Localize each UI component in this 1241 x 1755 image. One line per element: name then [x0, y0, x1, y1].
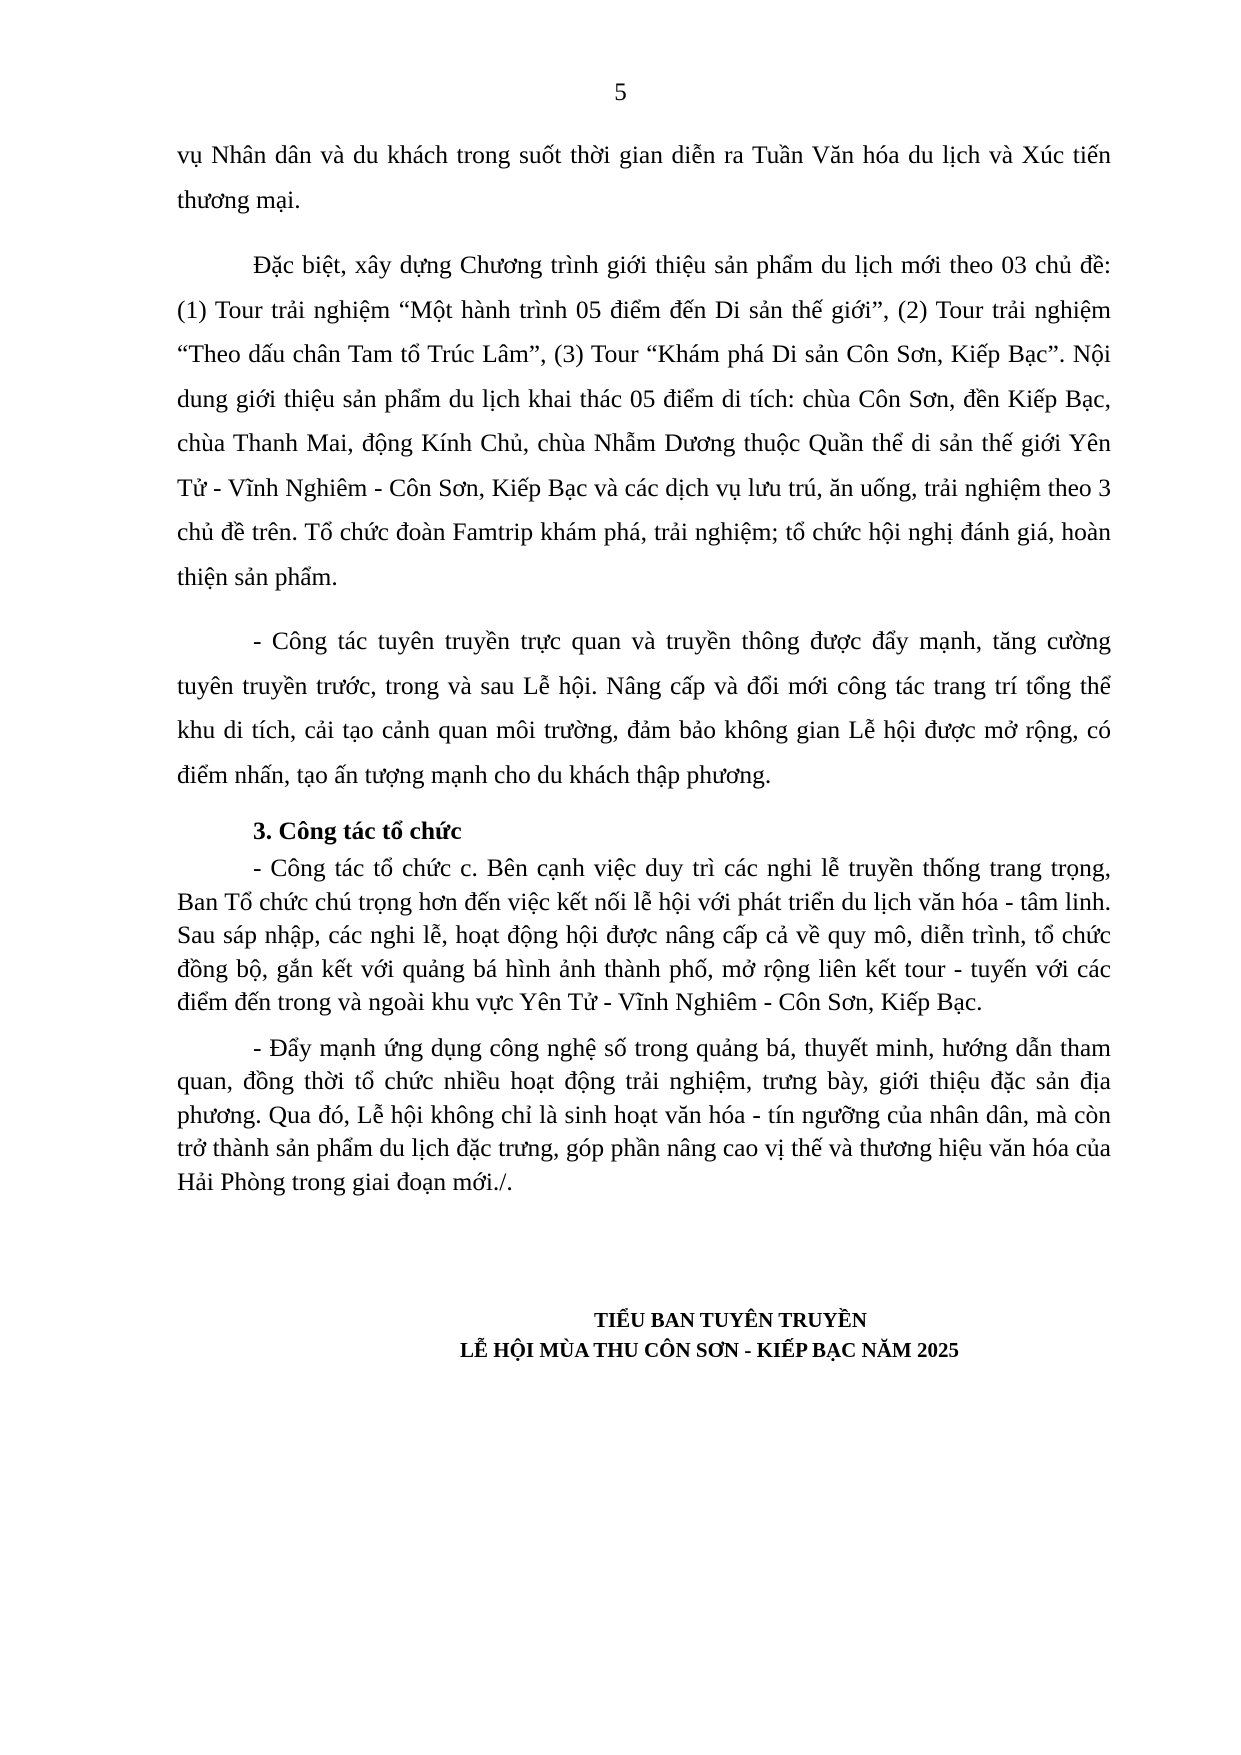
section-heading: 3. Công tác tổ chức: [253, 816, 462, 845]
signature-block: [430, 1305, 1070, 1365]
paragraph-digital-technology: - Đẩy mạnh ứng dụng công nghệ số trong quảng bá, thuyết minh, hướng dẫn tham quan, đồng thời tổ chức nhiều hoạt động trải nghiệm, trưng bày, giới thiệu đặc sản địa phương. Qua đó, Lễ hội không chỉ là sinh hoạt văn hóa - tín ngưỡng của nhân dân, mà còn trở thành sản phẩm du lịch đặc trưng, góp phần nâng cao vị thế và thương hiệu văn hóa của Hải Phòng trong giai đoạn mới./.: [177, 1032, 1111, 1196]
page-number: 5: [614, 79, 627, 106]
paragraph-tour-program: Đặc biệt, xây dựng Chương trình giới thiệu sản phẩm du lịch mới theo 03 chủ đề: (1) Tour trải nghiệm “Một hành trình 05 điểm đến Di sản thế giới”, (2) Tour trải nghiệm “Theo dấu chân Tam tổ Trúc Lâm”, (3) Tour “Khám phá Di sản Côn Sơn, Kiếp Bạc”. Nội dung giới thiệu sản phẩm du lịch khai thác 05 điểm di tích: chùa Côn Sơn, đền Kiếp Bạc, chùa Thanh Mai, động Kính Chủ, chùa Nhẫm Dương thuộc Quần thể di sản thế giới Yên Tử - Vĩnh Nghiêm - Côn Sơn, Kiếp Bạc và các dịch vụ lưu trú, ăn uống, trải nghiệm theo 3 chủ đề trên. Tổ chức đoàn Famtrip khám phá, trải nghiệm; tổ chức hội nghị đánh giá, hoàn thiện sản phẩm.: [177, 250, 1111, 591]
paragraph-organization: - Công tác tổ chức c. Bên cạnh việc duy trì các nghi lễ truyền thống trang trọng, Ban Tổ chức chú trọng hơn đến việc kết nối lễ hội với phát triển du lịch văn hóa - tâm linh. Sau sáp nhập, các nghi lễ, hoạt động hội được nâng cấp cả về quy mô, diễn trình, tổ chức đồng bộ, gắn kết với quảng bá hình ảnh thành phố, mở rộng liên kết tour - tuyến với các điểm đến trong và ngoài khu vực Yên Tử - Vĩnh Nghiêm - Côn Sơn, Kiếp Bạc.: [177, 853, 1111, 1016]
document-body: [177, 133, 1111, 1198]
paragraph-continuation: vụ Nhân dân và du khách trong suốt thời gian diễn ra Tuần Văn hóa du lịch và Xúc tiến thương mại.: [177, 140, 1111, 214]
signature-committee: TIỂU BAN TUYÊN TRUYỀN: [594, 1308, 867, 1332]
signature-festival: LỄ HỘI MÙA THU CÔN SƠN - KIẾP BẠC NĂM 2025: [460, 1338, 959, 1362]
paragraph-communication: - Công tác tuyên truyền trực quan và truyền thông được đẩy mạnh, tăng cường tuyên truyền trước, trong và sau Lễ hội. Nâng cấp và đổi mới công tác trang trí tổng thể khu di tích, cải tạo cảnh quan môi trường, đảm bảo không gian Lễ hội được mở rộng, có điểm nhấn, tạo ấn tượng mạnh cho du khách thập phương.: [177, 626, 1111, 789]
